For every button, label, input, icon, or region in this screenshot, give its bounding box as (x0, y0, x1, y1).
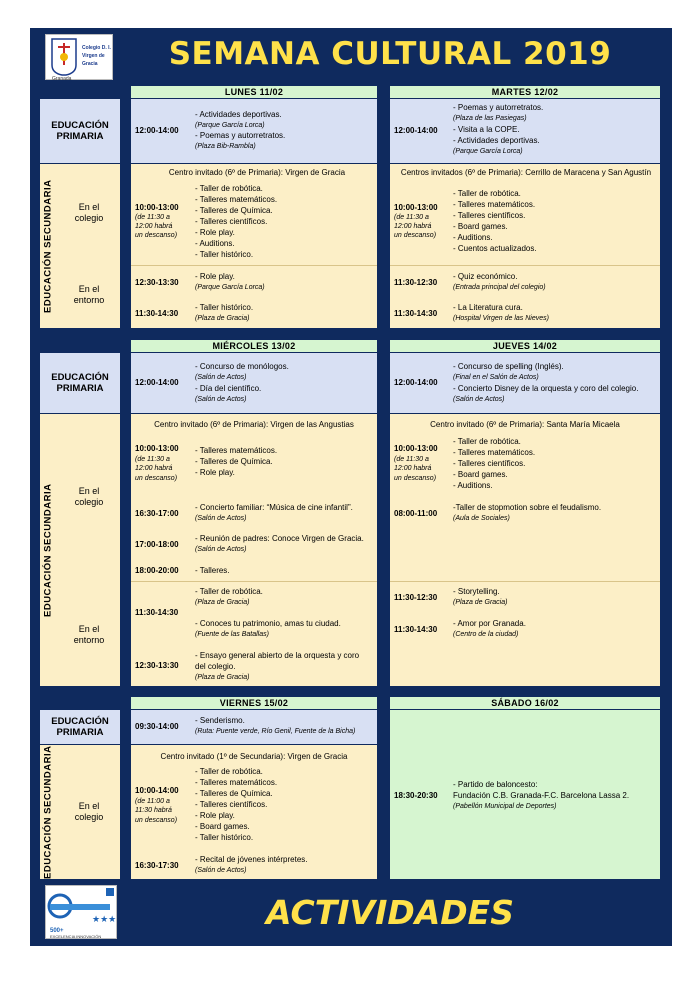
row-divider (390, 265, 660, 266)
recess-note: un descanso) (135, 232, 178, 239)
day-header-miercoles: MIÉRCOLES 13/02 (131, 340, 377, 352)
activity-text: - Actividades deportivas. (453, 136, 540, 145)
time-label: 17:00-18:00 (135, 540, 179, 549)
time-label: 10:00-13:00 (135, 203, 179, 212)
time-label: 12:30-13:30 (135, 661, 179, 670)
location-text: (Fuente de las Batallas) (195, 631, 269, 638)
activity-text: - Taller de robótica. (195, 587, 263, 596)
time-label: 11:30-14:30 (394, 309, 438, 318)
recess-note: un descanso) (135, 475, 178, 482)
time-label: 11:30-12:30 (394, 593, 438, 602)
activity-text: - Cuentos actualizados. (453, 244, 537, 253)
location-text: (Final en el Salón de Actos) (453, 374, 539, 381)
recess-note: 12:00 habrá (394, 465, 432, 472)
row-divider (131, 265, 377, 266)
recess-note: (de 11:30 a (135, 214, 170, 221)
location-text: (Salón de Actos) (195, 396, 247, 403)
label-en-el-entorno: En el entorno (73, 284, 105, 305)
location-text: (Aula de Sociales) (453, 515, 510, 522)
time-label: 12:00-14:00 (135, 378, 179, 387)
location-text: (Salón de Actos) (195, 374, 247, 381)
activity-text: - Ensayo general abierto de la orquesta y coro (195, 651, 360, 660)
activity-text: - Role play. (195, 272, 235, 281)
time-label: 11:30-14:30 (135, 309, 179, 318)
activity-text: - Poemas y autorretratos. (453, 103, 544, 112)
location-text: (Ruta: Puente verde, Río Genil, Fuente de la Bicha) (195, 728, 356, 735)
day-header-sabado: SÁBADO 16/02 (390, 697, 660, 709)
svg-text:500+: 500+ (50, 928, 64, 934)
day-header-jueves: JUEVES 14/02 (390, 340, 660, 352)
time-label: 10:00-13:00 (394, 203, 438, 212)
activity-text: - Talleres científicos. (195, 217, 268, 226)
activity-text: - La Literatura cura. (453, 303, 523, 312)
activity-text: - Poemas y autorretratos. (195, 131, 286, 140)
location-text: (Centro de la ciudad) (453, 631, 519, 638)
recess-note: un descanso) (394, 232, 437, 239)
activity-text: - Role play. (195, 811, 235, 820)
label-secundaria: EDUCACIÓN SECUNDARIA (42, 179, 54, 313)
time-label: 10:00-14:00 (135, 786, 179, 795)
activity-text: - Auditions. (453, 233, 493, 242)
activity-text: - Talleres matemáticos. (453, 200, 536, 209)
activity-text: - Taller histórico. (195, 250, 254, 259)
label-primaria: EDUCACIÓN PRIMARIA (40, 353, 120, 413)
activity-text: - Board games. (195, 822, 250, 831)
activity-text: - Taller histórico. (195, 303, 254, 312)
activity-text: - Board games. (453, 222, 508, 231)
location-text: (Hospital Virgen de las Nieves) (453, 315, 549, 322)
location-text: (Plaza de Gracia) (453, 599, 508, 606)
label-en-el-colegio: En el colegio (74, 801, 104, 822)
activity-text: -Taller de stopmotion sobre el feudalismo. (453, 503, 602, 512)
time-label: 08:00-11:00 (394, 509, 438, 518)
activity-text: - Role play. (195, 228, 235, 237)
row-divider (390, 581, 660, 582)
time-label: 11:30-14:30 (135, 608, 179, 617)
activity-text: - Talleres científicos. (453, 211, 526, 220)
recess-note: (de 11:30 a (394, 456, 429, 463)
activity-text: - Talleres científicos. (195, 800, 268, 809)
activity-text: - Role play. (195, 468, 235, 477)
recess-note: 11:30 habrá (135, 807, 172, 814)
label-en-el-colegio: En el colegio (74, 486, 104, 507)
recess-note: 12:00 habrá (394, 223, 432, 230)
footer-title: ACTIVIDADES (266, 893, 514, 932)
location-text: (Plaza de Gracia) (195, 315, 250, 322)
day-header-viernes: VIERNES 15/02 (131, 697, 377, 709)
activity-text: - Storytelling. (453, 587, 500, 596)
activity-text: - Taller histórico. (195, 833, 254, 842)
activity-text: - Talleres de Química. (195, 206, 273, 215)
recess-note: (de 11:30 a (394, 214, 429, 221)
activity-text: - Talleres matemáticos. (195, 446, 278, 455)
activity-text: - Recital de jóvenes intérpretes. (195, 855, 308, 864)
activity-text: - Senderismo. (195, 716, 245, 725)
activity-text: - Talleres matemáticos. (195, 778, 278, 787)
activity-text: - Talleres de Química. (195, 789, 273, 798)
activity-text: - Board games. (453, 470, 508, 479)
recess-note: 12:00 habrá (135, 223, 173, 230)
location-text: (Plaza Bib-Rambla) (195, 143, 256, 150)
location-text: (Salón de Actos) (453, 396, 505, 403)
centro-invitado: Centro invitado (6º de Primaria): Virgen de las Angustias (154, 420, 354, 429)
location-text: (Plaza de Gracia) (195, 674, 250, 681)
activity-text: - Talleres matemáticos. (195, 195, 278, 204)
activity-text: - Concierto Disney de la orquesta y coro del colegio. (453, 384, 639, 393)
excellence-badge-logo (45, 885, 117, 939)
activity-text: - Taller de robótica. (195, 767, 263, 776)
label-secundaria-block (40, 414, 120, 686)
svg-text:Granada: Granada (52, 76, 72, 81)
centro-invitado: Centro invitado (6º de Primaria): Virgen de Gracia (168, 168, 346, 177)
time-label: 18:00-20:00 (135, 566, 179, 575)
svg-text:EXCELENCIA INNOVACIÓN: EXCELENCIA INNOVACIÓN (50, 934, 102, 939)
activity-text: - Auditions. (195, 239, 235, 248)
activity-text: - Concurso de monólogos. (195, 362, 289, 371)
activity-text: - Amor por Granada. (453, 619, 526, 628)
svg-text:★★★: ★★★ (92, 914, 117, 924)
location-text: (Parque García Lorca) (453, 148, 523, 155)
activity-text: - Talleres. (195, 566, 230, 575)
label-secundaria: EDUCACIÓN SECUNDARIA (42, 483, 54, 617)
time-label: 11:30-14:30 (394, 625, 438, 634)
activity-text: - Taller de robótica. (453, 437, 521, 446)
activity-text: - Visita a la COPE. (453, 125, 520, 134)
activity-text: - Quiz económico. (453, 272, 518, 281)
svg-text:Gracia: Gracia (82, 61, 98, 67)
label-en-el-colegio: En el colegio (74, 202, 104, 223)
location-text: (Parque García Lorca) (195, 284, 265, 291)
recess-note: 12:00 habrá (135, 465, 173, 472)
activity-text: - Reunión de padres: Conoce Virgen de Gracia. (195, 534, 364, 543)
time-label: 12:30-13:30 (135, 278, 179, 287)
row-divider (131, 581, 377, 582)
page-title: SEMANA CULTURAL 2019 (168, 36, 612, 72)
activity-text: - Talleres matemáticos. (453, 448, 536, 457)
time-label: 09:30-14:00 (135, 722, 179, 731)
location-text: (Entrada principal del colegio) (453, 284, 546, 291)
label-secundaria-block (40, 164, 120, 328)
activity-text: - Taller de robótica. (453, 189, 521, 198)
time-label: 11:30-12:30 (394, 278, 438, 287)
time-label: 18:30-20:30 (394, 791, 438, 800)
time-label: 12:00-14:00 (135, 126, 179, 135)
location-text: (Plaza de las Pasiegas) (453, 115, 527, 122)
centro-invitado: Centro invitado (6º de Primaria): Santa María Micaela (430, 420, 620, 429)
label-secundaria-block (40, 745, 120, 879)
school-logo (45, 34, 113, 80)
recess-note: un descanso) (135, 817, 178, 824)
activity-text: - Conoces tu patrimonio, amas tu ciudad. (195, 619, 341, 628)
location-text: (Salón de Actos) (195, 546, 247, 553)
time-label: 16:30-17:30 (135, 861, 179, 870)
recess-note: (de 11:00 a (135, 798, 170, 805)
activity-text: del colegio. (195, 662, 236, 671)
label-primaria: EDUCACIÓN PRIMARIA (40, 99, 120, 163)
activity-text: - Concurso de spelling (Inglés). (453, 362, 564, 371)
activity-text: - Concierto familiar: “Música de cine infantil”. (195, 503, 353, 512)
centro-invitado: Centro invitado (1º de Secundaria): Virgen de Gracia (160, 752, 348, 761)
activity-text: - Actividades deportivas. (195, 110, 282, 119)
svg-text:Virgen de: Virgen de (82, 53, 105, 59)
location-text: (Parque García Lorca) (195, 122, 265, 129)
location-text: (Pabellón Municipal de Deportes) (453, 803, 557, 810)
svg-text:Colegio D. I.: Colegio D. I. (82, 45, 111, 51)
location-text: (Salón de Actos) (195, 515, 247, 522)
centro-invitado: Centros invitados (6º de Primaria): Cerrillo de Maracena y San Agustín (400, 168, 652, 177)
time-label: 12:00-14:00 (394, 378, 438, 387)
location-text: (Plaza de Gracia) (195, 599, 250, 606)
time-label: 12:00-14:00 (394, 126, 438, 135)
recess-note: (de 11:30 a (135, 456, 170, 463)
activity-text: - Talleres de Química. (195, 457, 273, 466)
time-label: 10:00-13:00 (394, 444, 438, 453)
label-secundaria: EDUCACIÓN SECUNDARIA (42, 745, 54, 879)
label-en-el-entorno: En el entorno (73, 624, 105, 645)
day-header-martes: MARTES 12/02 (390, 86, 660, 98)
activity-text: - Auditions. (453, 481, 493, 490)
activity-text: - Taller de robótica. (195, 184, 263, 193)
activity-text: - Talleres científicos. (453, 459, 526, 468)
activity-text: - Partido de baloncesto: (453, 780, 538, 789)
time-label: 16:30-17:00 (135, 509, 179, 518)
time-label: 10:00-13:00 (135, 444, 179, 453)
day-header-lunes: LUNES 11/02 (131, 86, 377, 98)
location-text: (Salón de Actos) (195, 867, 247, 874)
activity-text: Fundación C.B. Granada-F.C. Barcelona Lassa 2. (453, 791, 630, 800)
recess-note: un descanso) (394, 475, 437, 482)
activity-text: - Día del científico. (195, 384, 262, 393)
label-primaria: EDUCACIÓN PRIMARIA (40, 710, 120, 744)
